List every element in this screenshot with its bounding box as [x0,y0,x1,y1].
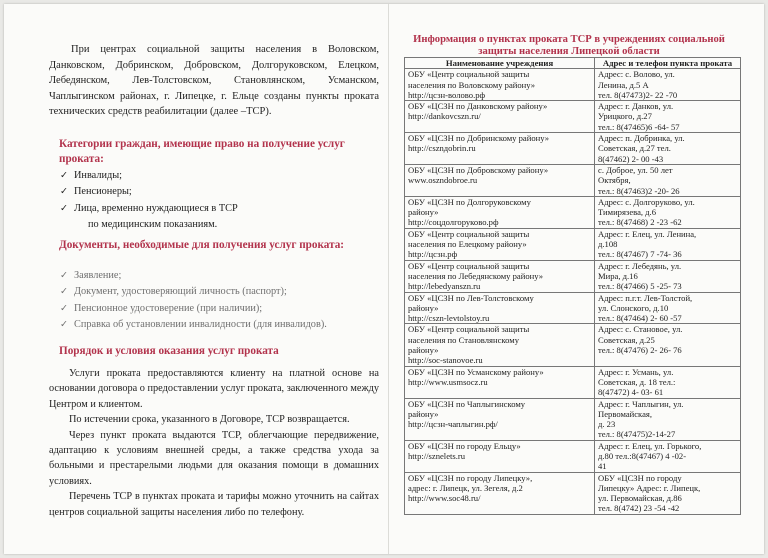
rental-points-table [404,57,741,515]
table-row [405,260,741,292]
institution-cell: ОБУ «ЦСЗН по Чаплыгинскому району» http://цсзн-чаплыгин.рф/ [405,398,595,440]
checkmark-icon: ✓ [60,170,68,181]
address-cell: Адрес: г. Лебедянь, ул. Мира, д.16 тел.: 8(47466) 5 -25- 73 [595,260,741,292]
institution-cell: ОБУ «Центр социальной защиты населения по Становлянскому району» http://soc-stanovoe.ru [405,324,595,366]
brochure-sheet [4,4,764,554]
institution-cell: ОБУ «Центр социальной защиты населения по Воловскому району» http://цсзн-волово.рф [405,69,595,101]
paragraph: Через пункт проката выдаются ТСР, облегчающие передвижение, адаптацию к условиям внешней среды, а также средства ухода за больными и престарелыми людьми для оказания помощи в домашних условиях. [49,429,379,487]
list-item: ✓ Пенсионеры; [60,184,378,200]
paragraph: Услуги проката предоставляются клиенту на платной основе на основании договора о предоставлении услуг проката, заключенного между Центром и клиентом. [49,368,379,410]
table-row [405,472,741,514]
header-address: Адрес и телефон пункта проката [595,58,741,69]
institution-cell: ОБУ «ЦСЗН по Данковскому району» http://dankovcszn.ru/ [405,101,595,133]
institution-cell: ОБУ «ЦСЗН по городу Липецку», адрес: г. Липецк, ул. Зегеля, д.2 http://www.soc48.ru/ [405,472,595,514]
table-row [405,292,741,324]
list-item: ✓ Справка об установлении инвалидности (для инвалидов). [60,317,378,333]
left-column [49,42,379,518]
address-cell: Адрес: п.г.т. Лев-Толстой, ул. Слонского, д.10 тел.: 8(47464) 2- 60 -57 [595,292,741,324]
checkmark-icon: ✓ [60,202,68,214]
section-heading-documents: Документы, необходимые для получения услуг проката: [59,239,345,251]
address-cell: Адрес: г. Данков, ул. Урицкого, д.27 тел.: 8(47465)6 -64- 57 [595,101,741,133]
institution-cell: ОБУ «Центр социальной защиты населения по Елецкому району» http://цсзн.рф [405,228,595,260]
address-cell: ОБУ «ЦСЗН по городу Липецку» Адрес: г. Липецк, ул. Первомайская, д.86 тел. 8(4742) 23 -54 -42 [595,472,741,514]
address-cell: Адрес: с. Долгоруково, ул. Тимирязева, д.6 тел.: 8(47468) 2 -23 -62 [595,196,741,228]
institution-cell: ОБУ «ЦСЗН по Добровскому району» www.oszndobroe.ru [405,164,595,196]
documents-list [60,268,378,333]
page-fold [388,4,389,554]
paragraph: По истечении срока, указанного в Договоре, ТСР возвращается. [69,414,350,426]
checkmark-icon: ✓ [60,318,68,330]
section-heading-order: Порядок и условия оказания услуг проката [59,345,279,357]
table-row [405,366,741,398]
categories-list [60,168,378,233]
table-row [405,398,741,440]
table-title: Информация о пунктах проката ТСР в учреждениях социальной защиты населения Липецкой области [413,34,725,57]
order-paragraphs [49,366,379,520]
list-item: ✓ Заявление; [60,268,378,284]
address-cell: с. Доброе, ул. 50 лет Октября, тел.: 8(47463)2 -20- 26 [595,164,741,196]
list-item-continuation: по медицинским показаниям. [88,218,218,230]
table-row [405,164,741,196]
institution-cell: ОБУ «ЦСЗН по городу Ельцу» http://sznelets.ru [405,440,595,472]
section-heading-categories: Категории граждан, имеющие право на получение услуг проката: [59,138,345,165]
address-cell: Адрес: с. Волово, ул. Ленина, д.5 А тел. 8(47473)2- 22 -70 [595,69,741,101]
address-cell: Адрес: г. Усмань, ул. Советская, д. 18 тел.: 8(47472) 4- 03- 61 [595,366,741,398]
checkmark-icon: ✓ [60,286,68,298]
table-row [405,440,741,472]
address-cell: Адрес: г. Елец, ул. Горького, д.80 тел.:8(47467) 4 -02- 41 [595,440,741,472]
checkmark-icon: ✓ [60,270,68,281]
institution-cell: ОБУ «ЦСЗН по Долгоруковскому району» http://соцдолгоруково.рф [405,196,595,228]
table-row [405,101,741,133]
address-cell: Адрес: г. Чаплыгин, ул. Первомайская, д. 23 тел.: 8(47475)2-14-27 [595,398,741,440]
list-item: ✓ Документ, удостоверяющий личность (паспорт); [60,284,378,300]
intro-paragraph: При центрах социальной защиты населения в Воловском, Данковском, Добринском, Добровском, Долгоруковском, Елецком, Лебедянском, Лев-Толстовском, Становлянском, Усманском, Чаплыгинском районах, г. Липецке, г. Ельце созданы пункты проката технических средств реабилитации (далее –ТСР). [49,44,379,117]
checkmark-icon: ✓ [60,186,68,198]
table-row [405,196,741,228]
list-item: ✓ Лица, временно нуждающиеся в ТСР [60,201,378,217]
list-item: ✓ Пенсионное удостоверение (при наличии); [60,301,378,317]
table-row [405,133,741,165]
checkmark-icon: ✓ [60,302,68,314]
address-cell: Адрес: п. Добринка, ул. Советская, д.27 тел. 8(47462) 2- 00 -43 [595,133,741,165]
paragraph: Перечень ТСР в пунктах проката и тарифы можно уточнить на сайтах центров социальной защиты населения либо по телефону. [49,491,379,518]
address-cell: Адрес: с. Становое, ул. Советская, д.25 тел.: 8(47476) 2- 26- 76 [595,324,741,366]
table-row [405,69,741,101]
institution-cell: ОБУ «ЦСЗН по Добринскому району» http://csznдobrin.ru [405,133,595,165]
header-institution: Наименование учреждения [405,58,595,69]
address-cell: Адрес: г. Елец, ул. Ленина, д.108 тел.: 8(47467) 7 -74- 36 [595,228,741,260]
institution-cell: ОБУ «ЦСЗН по Усманскому району» http://www.usmsocz.ru [405,366,595,398]
table-header-row [405,58,741,69]
table-row [405,228,741,260]
table-row [405,324,741,366]
institution-cell: ОБУ «Центр социальной защиты населения по Лебедянскому району» http://lebedyanszn.ru [405,260,595,292]
list-item: ✓ Инвалиды; [60,168,378,184]
institution-cell: ОБУ «ЦСЗН по Лев-Толстовскому району» http://cszn-levtolstoy.ru [405,292,595,324]
